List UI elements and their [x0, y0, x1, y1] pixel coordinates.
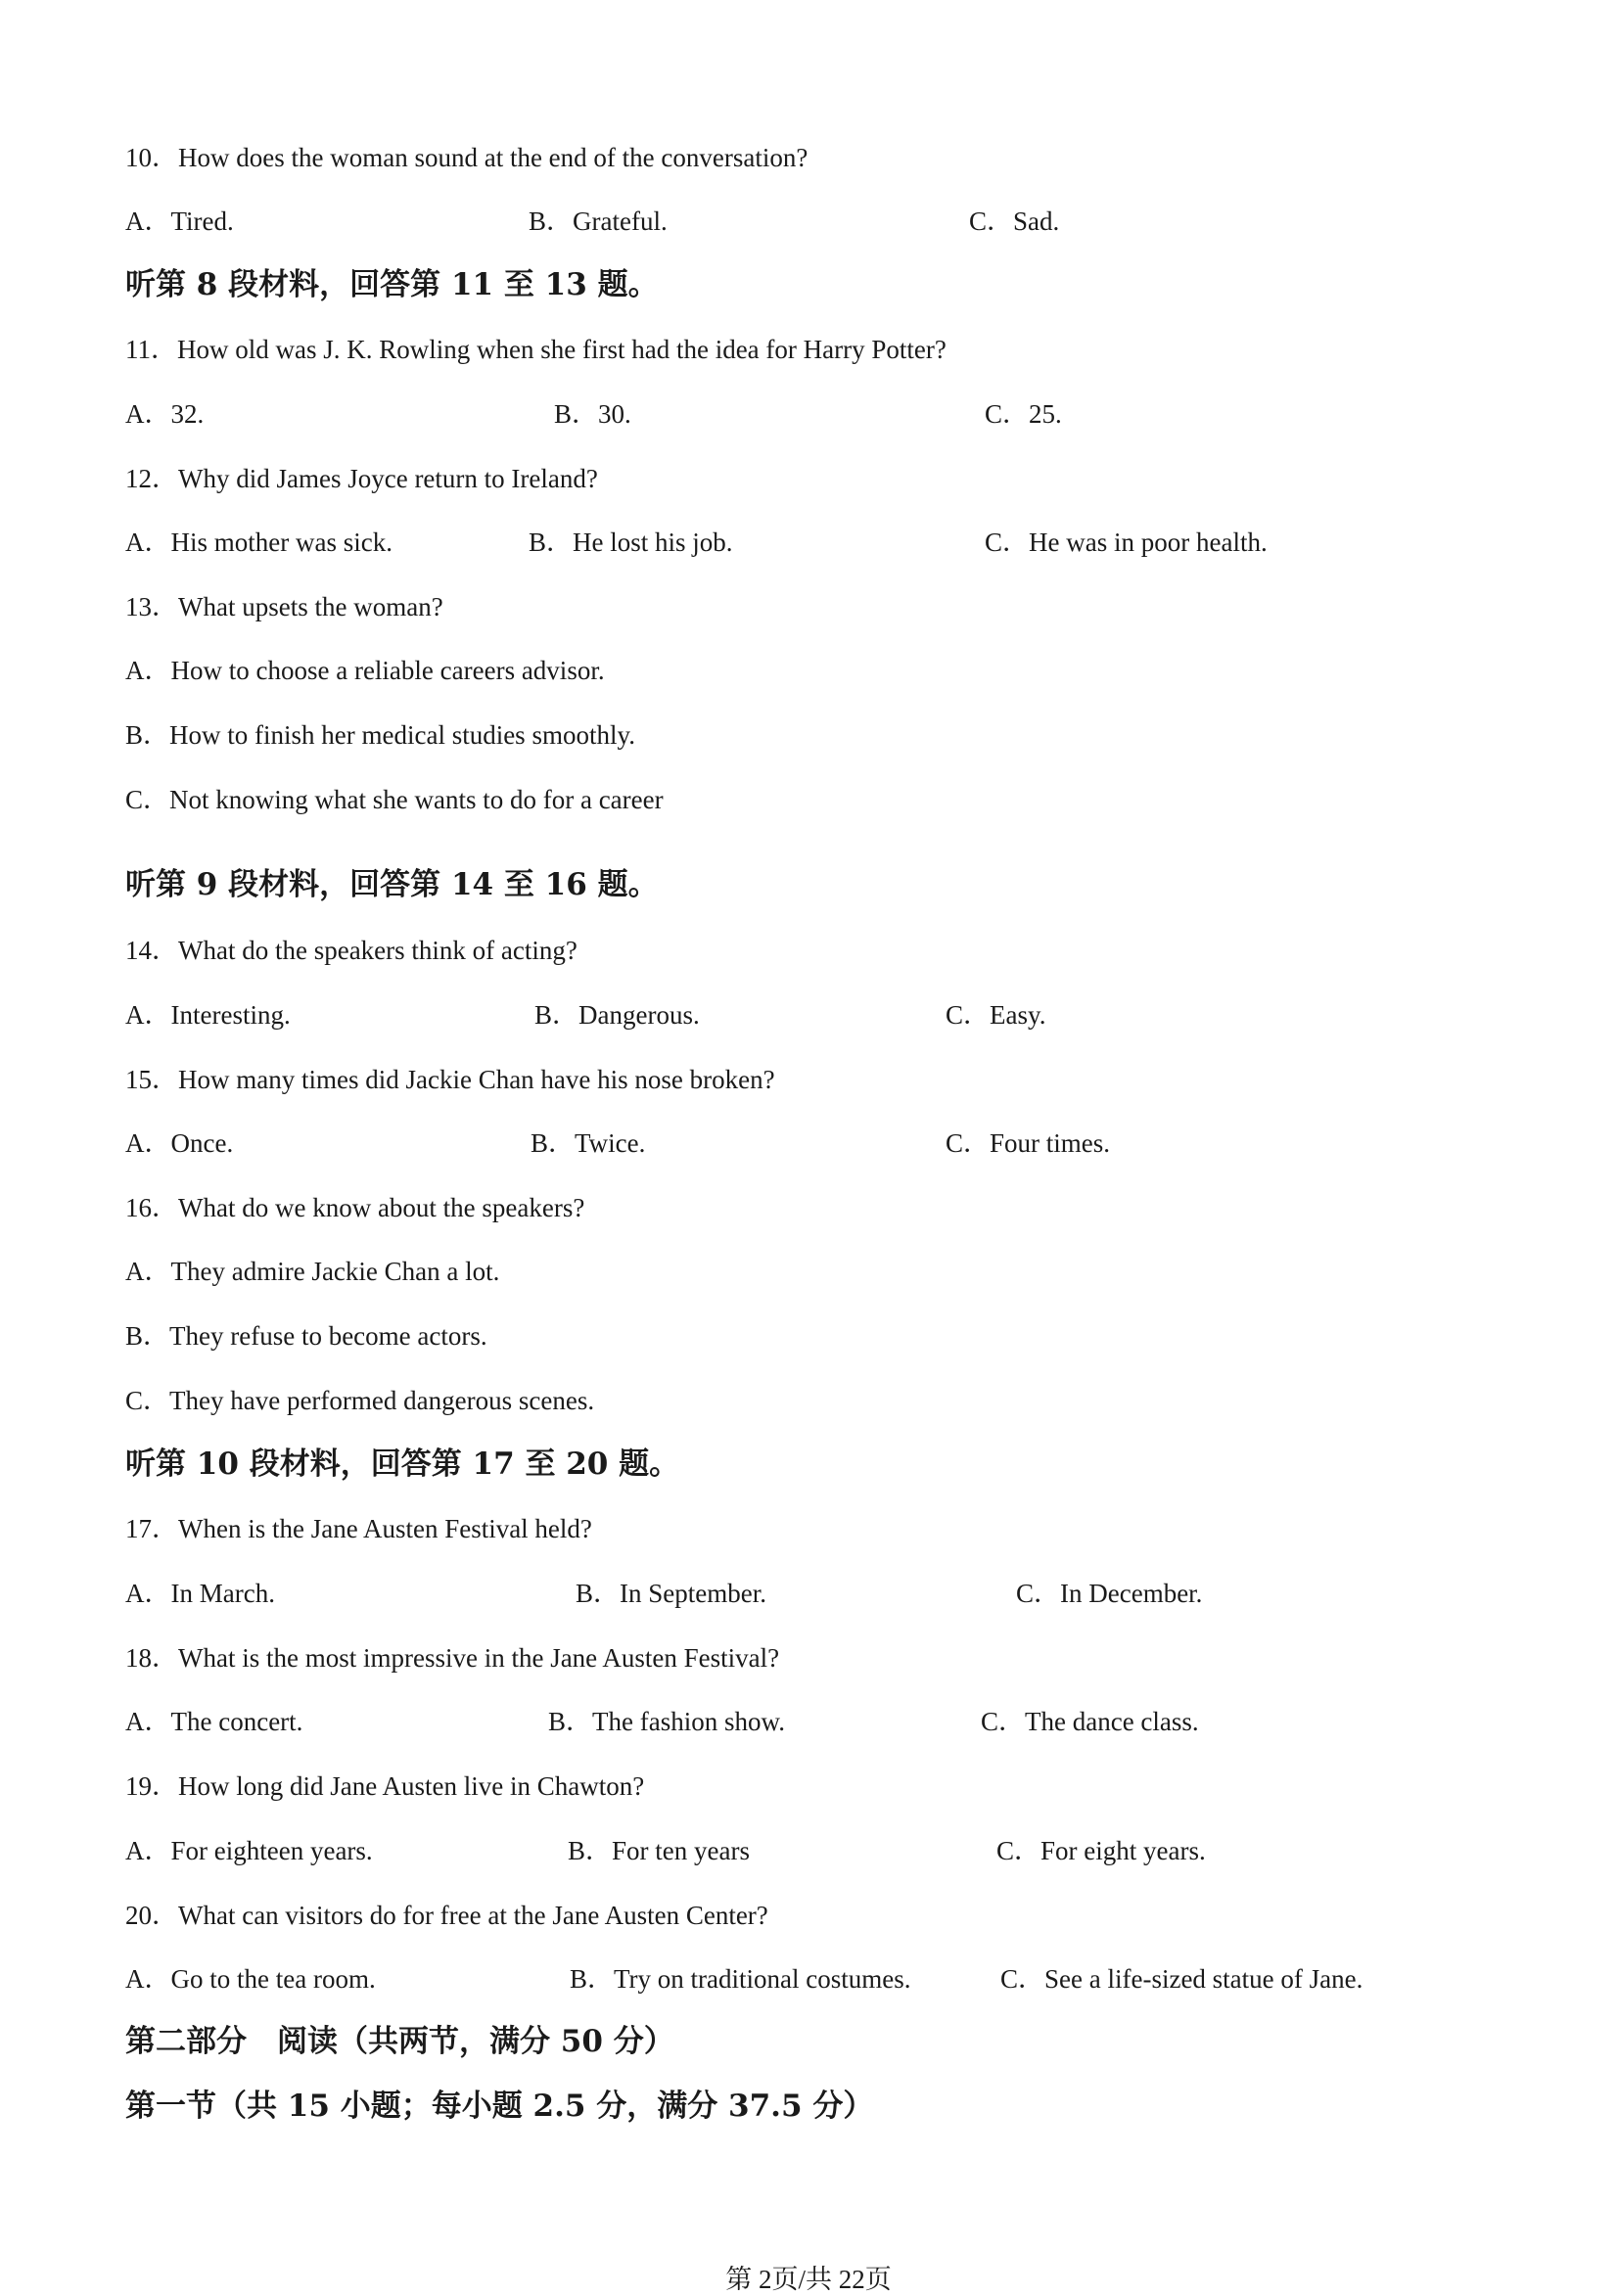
- option-13-c: C．Not knowing what she wants to do for a career: [125, 785, 664, 814]
- option-17-a: A．In March.: [125, 1579, 275, 1608]
- section-heading-8: 听第 8 段材料，回答第 11 至 13 题。: [125, 267, 659, 302]
- option-18-c: C．The dance class.: [981, 1707, 1199, 1736]
- option-17-c: C．In December.: [1016, 1579, 1203, 1608]
- option-11-a: A．32.: [125, 399, 205, 429]
- option-14-c: C．Easy.: [946, 1000, 1046, 1030]
- option-16-b: B．They refuse to become actors.: [125, 1321, 487, 1351]
- option-19-b: B．For ten years: [568, 1836, 750, 1865]
- option-14-a: A．Interesting.: [125, 1000, 291, 1030]
- question-10: 10．How does the woman sound at the end of the conversation?: [125, 143, 808, 172]
- option-13-a: A．How to choose a reliable careers advisor.: [125, 656, 605, 685]
- option-14-b: B．Dangerous.: [534, 1000, 700, 1030]
- option-18-b: B．The fashion show.: [548, 1707, 785, 1736]
- option-20-c: C．See a life-sized statue of Jane.: [1000, 1964, 1363, 1994]
- option-12-a: A．His mother was sick.: [125, 528, 393, 557]
- option-10-b: B．Grateful.: [529, 207, 668, 236]
- option-17-b: B．In September.: [576, 1579, 766, 1608]
- section-one-heading: 第一节（共 15 小题；每小题 2.5 分，满分 37.5 分）: [125, 2089, 874, 2124]
- question-16: 16．What do we know about the speakers?: [125, 1193, 585, 1222]
- option-15-b: B．Twice.: [531, 1128, 646, 1158]
- option-10-c: C．Sad.: [969, 207, 1060, 236]
- question-11: 11．How old was J. K. Rowling when she first had the idea for Harry Potter?: [125, 335, 947, 364]
- option-20-a: A．Go to the tea room.: [125, 1964, 376, 1994]
- page-footer: 第 2页/共 22页: [725, 2265, 892, 2294]
- option-11-b: B．30.: [554, 399, 631, 429]
- option-16-c: C．They have performed dangerous scenes.: [125, 1386, 595, 1415]
- section-heading-10: 听第 10 段材料，回答第 17 至 20 题。: [125, 1446, 680, 1482]
- question-14: 14．What do the speakers think of acting?: [125, 936, 578, 965]
- option-15-a: A．Once.: [125, 1128, 234, 1158]
- question-12: 12．Why did James Joyce return to Ireland?: [125, 464, 598, 493]
- option-10-a: A．Tired.: [125, 207, 234, 236]
- option-16-a: A．They admire Jackie Chan a lot.: [125, 1257, 500, 1286]
- part-two-heading: 第二部分 阅读（共两节，满分 50 分）: [125, 2024, 674, 2059]
- option-19-c: C．For eight years.: [996, 1836, 1206, 1865]
- section-heading-9: 听第 9 段材料，回答第 14 至 16 题。: [125, 867, 659, 902]
- option-20-b: B．Try on traditional costumes.: [570, 1964, 911, 1994]
- option-15-c: C．Four times.: [946, 1128, 1111, 1158]
- question-18: 18．What is the most impressive in the Jane Austen Festival?: [125, 1643, 780, 1673]
- option-12-b: B．He lost his job.: [529, 528, 733, 557]
- option-19-a: A．For eighteen years.: [125, 1836, 373, 1865]
- option-13-b: B．How to finish her medical studies smoothly.: [125, 720, 635, 750]
- option-11-c: C．25.: [985, 399, 1062, 429]
- option-12-c: C．He was in poor health.: [985, 528, 1268, 557]
- question-13: 13．What upsets the woman?: [125, 592, 443, 621]
- question-20: 20．What can visitors do for free at the Jane Austen Center?: [125, 1901, 768, 1930]
- question-17: 17．When is the Jane Austen Festival held?: [125, 1514, 592, 1543]
- question-19: 19．How long did Jane Austen live in Chawton?: [125, 1771, 645, 1801]
- option-18-a: A．The concert.: [125, 1707, 303, 1736]
- question-15: 15．How many times did Jackie Chan have his nose broken?: [125, 1065, 775, 1094]
